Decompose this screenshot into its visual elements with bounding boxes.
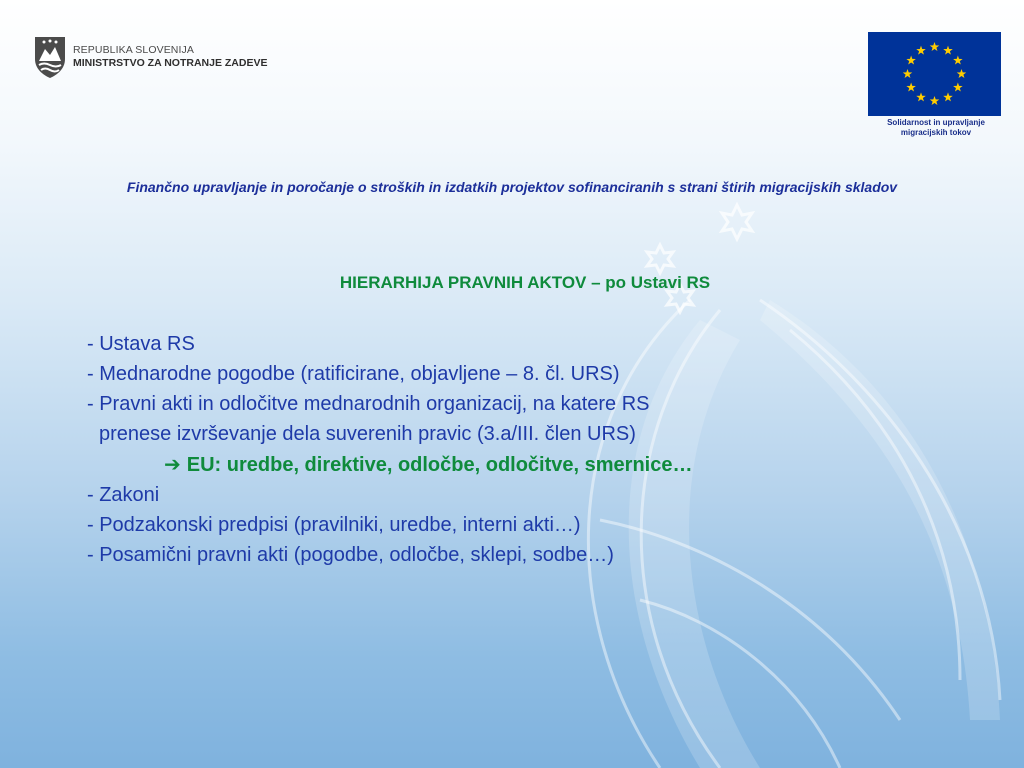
list-item: - Podzakonski predpisi (pravilniki, uredbe, interni akti…) [87,514,581,536]
list-item-continuation: prenese izvrševanje dela suverenih pravic (3.a/III. člen URS) [99,423,636,445]
eu-fund-caption [862,118,1010,138]
arrow-right-icon: ➔ [164,452,181,476]
ministry-logo [33,35,267,79]
list-item: - Pravni akti in odločitve mednarodnih organizacij, na katere RS [87,393,650,415]
eu-acts-subitem [87,449,987,480]
slovenia-coat-of-arms-icon [33,35,67,79]
eu-caption-line1: Solidarnost in upravljanje [887,118,985,127]
eu-flag-icon [868,32,1001,116]
list-item: - Posamični pravni akti (pogodbe, odločbe, sklepi, sodbe…) [87,544,614,566]
decor-star-icon [647,245,673,273]
decor-star-icon [722,205,752,239]
slide-heading: HIERARHIJA PRAVNIH AKTOV – po Ustavi RS [339,273,711,292]
list-item: - Zakoni [87,484,160,506]
eu-caption-line2: migracijskih tokov [900,128,972,137]
org-name-line2: MINISTRSTVO ZA NOTRANJE ZADEVE [73,57,268,69]
eu-acts-label: EU: uredbe, direktive, odločbe, odločitve, smernice… [186,454,693,476]
legal-acts-list [87,329,987,570]
list-item: - Mednarodne pogodbe (ratificirane, objavljene – 8. čl. URS) [87,363,620,385]
list-item: - Ustava RS [87,333,195,355]
presentation-subtitle: Finančno upravljanje in poročanje o stroških in izdatkih projektov sofinanciranih s strani štirih migracijskih skladov [126,179,898,195]
org-name-line1: REPUBLIKA SLOVENIJA [73,44,194,56]
